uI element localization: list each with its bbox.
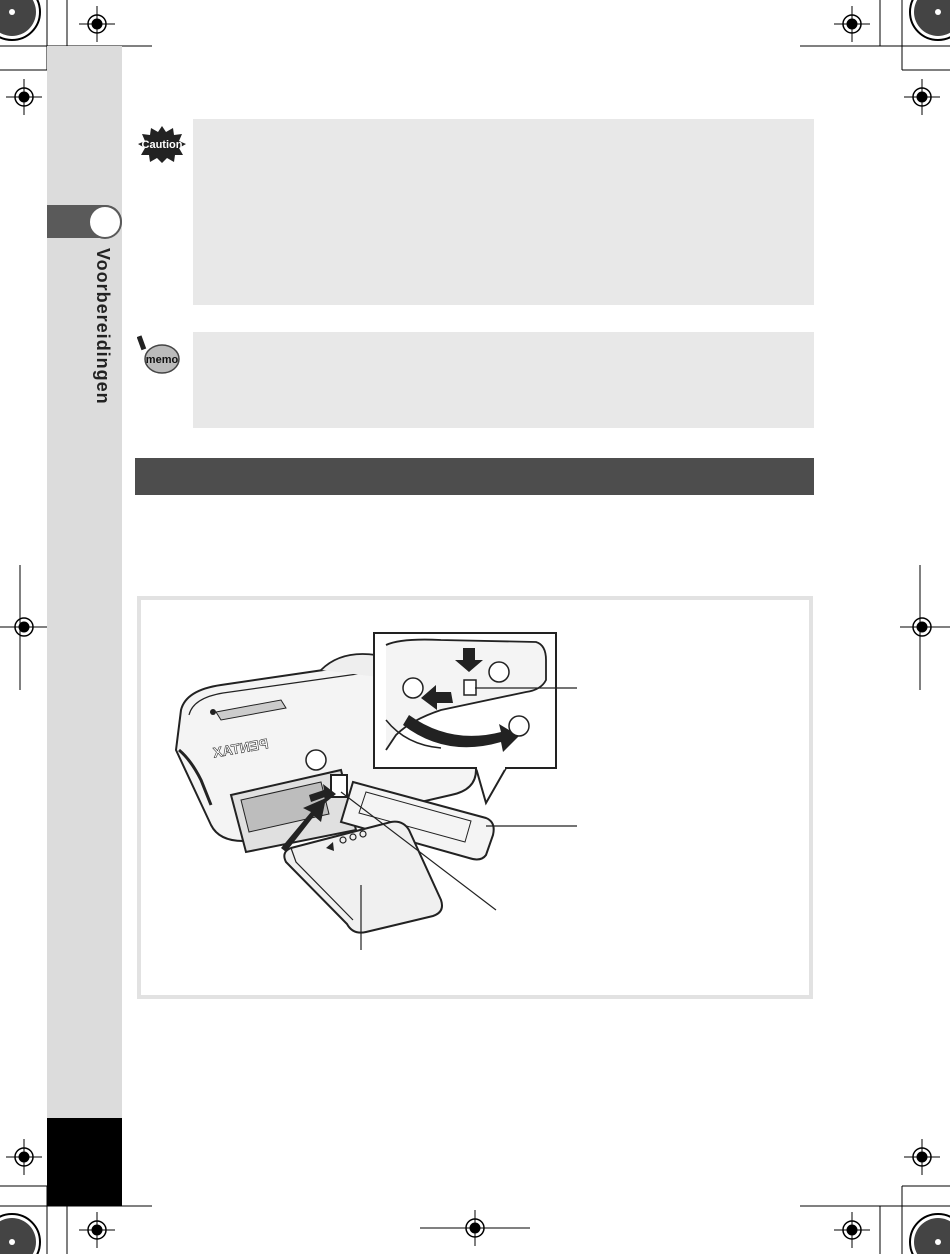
memo-icon xyxy=(137,334,181,376)
memo-box xyxy=(193,332,814,428)
page-number-block xyxy=(47,1118,122,1206)
camera-illustration xyxy=(141,600,809,995)
chapter-title: Voorbereidingen xyxy=(93,248,113,405)
step-circle-4 xyxy=(509,716,529,736)
step-circle-1 xyxy=(489,662,509,682)
chapter-number-badge xyxy=(88,205,122,239)
step-circle-3 xyxy=(306,750,326,770)
caution-icon-label: Caution xyxy=(141,139,183,151)
step-circle-2 xyxy=(403,678,423,698)
section-header xyxy=(135,458,814,495)
pentax-logo: PENTAX xyxy=(211,735,270,761)
memo-icon-label: memo xyxy=(145,354,179,366)
caution-box xyxy=(193,119,814,305)
caution-icon xyxy=(137,125,187,163)
